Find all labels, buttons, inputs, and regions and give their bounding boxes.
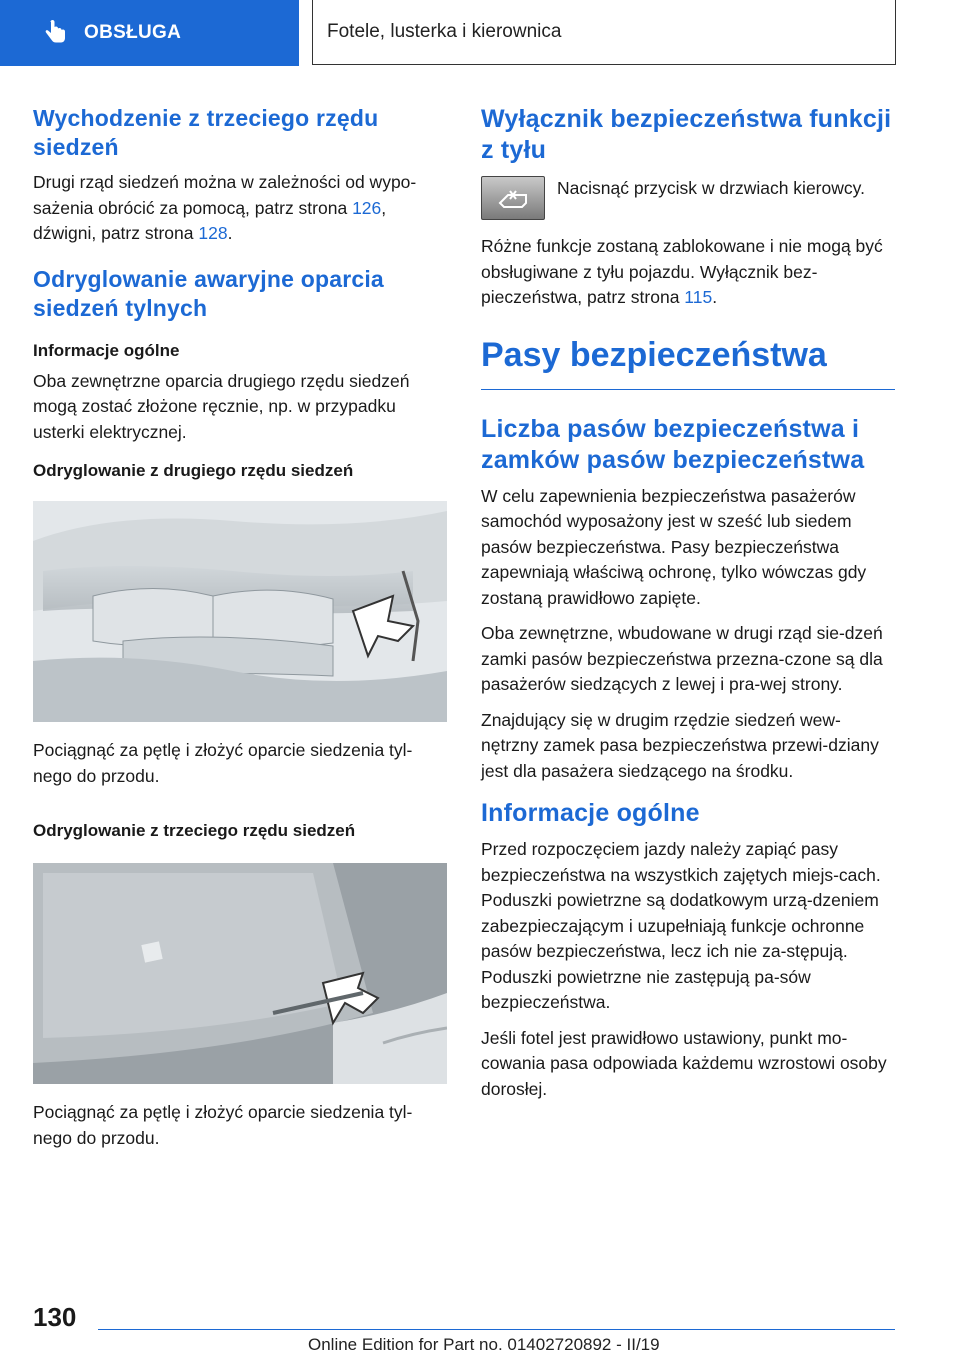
paragraph-second-row-rotate: Drugi rząd siedzeń można w zależności od wypo-sażenia obrócić za pomocą, patrz strona 126, dźwigni, patrz strona 128. bbox=[33, 172, 417, 243]
child-lock-button-icon bbox=[481, 176, 545, 220]
left-column bbox=[33, 104, 447, 1161]
paragraph-outer-buckles: Oba zewnętrzne, wbudowane w drugi rząd sie-dzeń zamki pasów bezpieczeństwa przezna-czone są dla pasażerów siedzących z lewej i pra-wej strony. bbox=[481, 623, 883, 694]
chapter-title: Fotele, lusterka i kierownica bbox=[327, 21, 562, 42]
page-number: 130 bbox=[33, 1302, 77, 1332]
heading-general-info: Informacje ogólne bbox=[33, 340, 180, 360]
paragraph-functions-blocked: Różne funkcje zostaną zablokowane i nie mogą być obsługiwane z tyłu pojazdu. Wyłącznik bez-pieczeństwa, patrz strona 115. bbox=[481, 236, 883, 307]
section-title-seatbelts: Pasy bezpieczeństwa bbox=[481, 335, 895, 390]
paragraph-backrests: Oba zewnętrzne oparcia drugiego rzędu siedzeń mogą zostać złożone ręcznie, np. w przypadku usterki elektrycznej. bbox=[33, 370, 410, 442]
heading-child-lock: Wyłącznik bezpieczeństwa funkcji z tyłu bbox=[481, 105, 892, 164]
hand-pointer-icon bbox=[40, 18, 70, 48]
heading-seatbelt-count: Liczba pasów bezpieczeństwa i zamków pasów bezpieczeństwa bbox=[481, 414, 865, 474]
page-link-126[interactable]: 126 bbox=[352, 197, 382, 218]
child-lock-note bbox=[481, 176, 895, 220]
footer-divider bbox=[98, 1329, 895, 1330]
paragraph-seat-position: Jeśli fotel jest prawidłowo ustawiony, punkt mo-cowania pasa odpowiada każdemu wzrostowi osoby dorosłej. bbox=[481, 1027, 887, 1099]
paragraph-airbags: Przed rozpoczęciem jazdy należy zapiąć pasy bezpieczeństwa na wszystkich zajętych miejs-cach. Poduszki powietrzne są dodatkowym urzą-dzeniem zabezpieczającym i uzupełniają funkcje ochronne pasów bezpieczeństwa, lecz ich nie za-stępują. Poduszki powietrzne nie zastępują pa-sów bezpieczeństwa. bbox=[481, 839, 881, 1012]
heading-third-row-unlock: Odryglowanie z trzeciego rzędu siedzeń bbox=[33, 821, 356, 840]
child-lock-instruction: Nacisnąć przycisk w drzwiach kierowcy. bbox=[557, 178, 865, 198]
third-row-seat-photo bbox=[33, 863, 447, 1084]
chapter-tab bbox=[312, 0, 896, 65]
heading-emergency-unlock: Odryglowanie awaryjne oparcia siedzeń tylnych bbox=[33, 265, 384, 321]
caption-second-row: Pociągnąć za pętlę i złożyć oparcie siedzenia tyl-nego do przodu. bbox=[33, 740, 413, 786]
page-link-128[interactable]: 128 bbox=[198, 223, 228, 243]
section-label: OBSŁUGA bbox=[84, 22, 182, 43]
section-tab bbox=[0, 0, 299, 66]
heading-exit-third-row: Wychodzenie z trzeciego rzędu siedzeń bbox=[33, 105, 379, 160]
heading-second-row-unlock: Odryglowanie z drugiego rzędu siedzeń bbox=[33, 461, 354, 480]
right-column bbox=[481, 104, 895, 1112]
paragraph-seatbelts-intro: W celu zapewnienia bezpieczeństwa pasażerów samochód wyposażony jest w sześć lub siedem pasów bezpieczeństwa. Pasy bezpieczeństwa zapewniają właściwą ochronę, tylko wówczas gdy zostaną prawidłowo zapięte. bbox=[481, 485, 867, 608]
paragraph-inner-buckle: Znajdujący się w drugim rzędzie siedzeń wew-nętrzny zamek pasa bezpieczeństwa przewi-dziany jest dla pasażera siedzącego na środku. bbox=[481, 709, 879, 781]
heading-general-info-right: Informacje ogólne bbox=[481, 799, 700, 827]
caption-third-row: Pociągnąć za pętlę i złożyć oparcie siedzenia tyl-nego do przodu. bbox=[33, 1102, 413, 1148]
page-link-115[interactable]: 115 bbox=[684, 287, 713, 307]
edition-text: Online Edition for Part no. 01402720892 - II/19 bbox=[308, 1335, 660, 1354]
second-row-seat-photo bbox=[33, 501, 447, 722]
